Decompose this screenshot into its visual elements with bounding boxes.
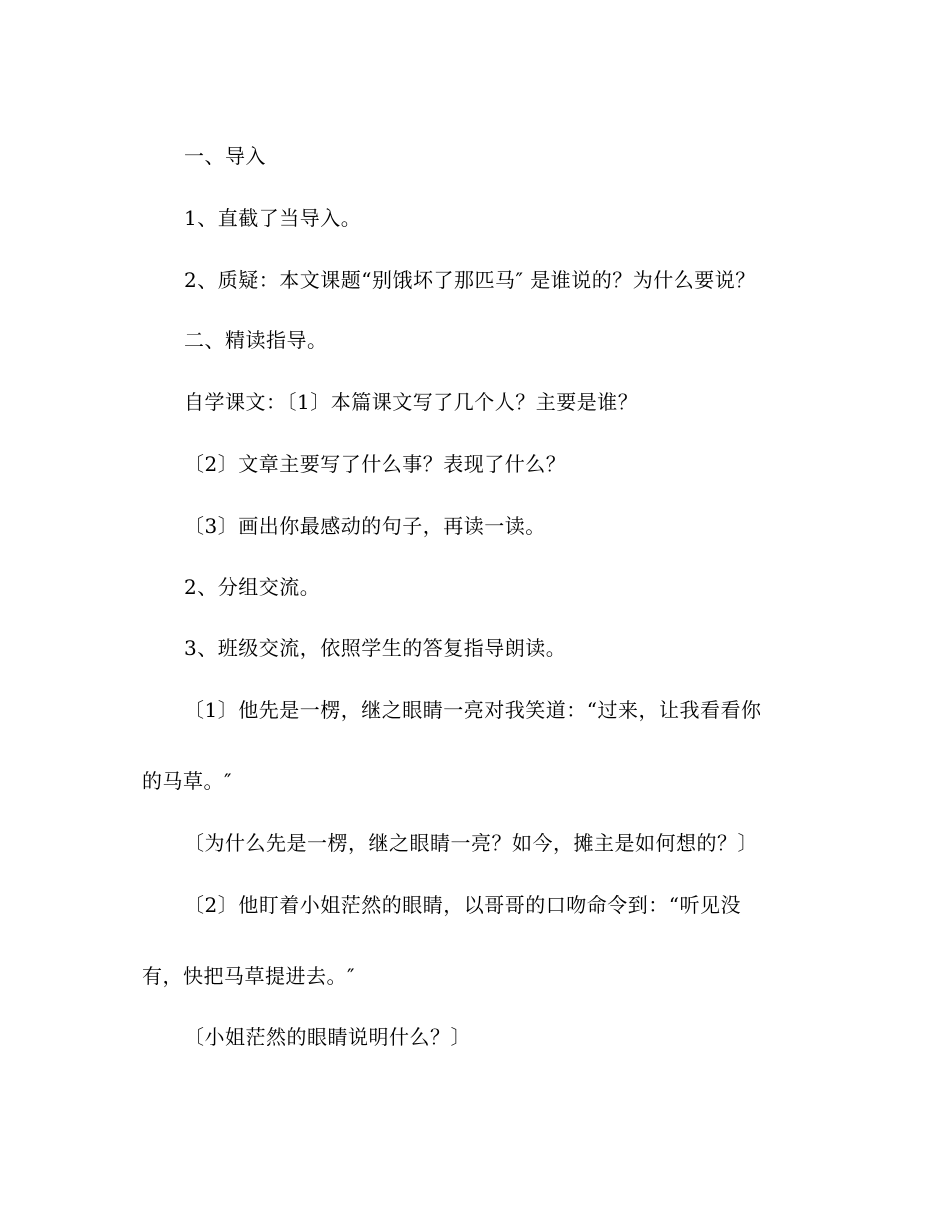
paragraph-1: 1、直截了当导入。	[184, 206, 362, 230]
paragraph-class-discussion: 3、班级交流，依照学生的答复指导朗读。	[184, 636, 567, 660]
paragraph-question-eyes: 〔小姐茫然的眼睛说明什么？〕	[184, 1025, 471, 1049]
paragraph-quote-1-cont: 的马草。″	[142, 769, 232, 793]
paragraph-group-discussion: 2、分组交流。	[184, 575, 321, 599]
heading-reading: 二、精读指导。	[184, 328, 328, 352]
paragraph-quote-1: 〔1〕他先是一楞，继之眼睛一亮对我笑道：“过来，让我看看你	[184, 698, 762, 722]
paragraph-quote-2-cont: 有，快把马草提进去。″	[142, 964, 355, 988]
paragraph-question-3: 〔3〕画出你最感动的句子，再读一读。	[184, 514, 546, 538]
paragraph-2: 2、质疑：本文课题“别饿坏了那匹马″ 是谁说的？为什么要说？	[184, 268, 756, 292]
heading-intro: 一、导入	[184, 144, 266, 168]
paragraph-quote-2: 〔2〕他盯着小姐茫然的眼睛，以哥哥的口吻命令到：“听见没	[184, 893, 741, 917]
paragraph-question-why: 〔为什么先是一楞，继之眼睛一亮？如今，摊主是如何想的？〕	[184, 831, 758, 855]
paragraph-self-study: 自学课文：〔1〕本篇课文写了几个人？主要是谁？	[184, 390, 639, 414]
paragraph-question-2: 〔2〕文章主要写了什么事？表现了什么？	[184, 452, 567, 476]
